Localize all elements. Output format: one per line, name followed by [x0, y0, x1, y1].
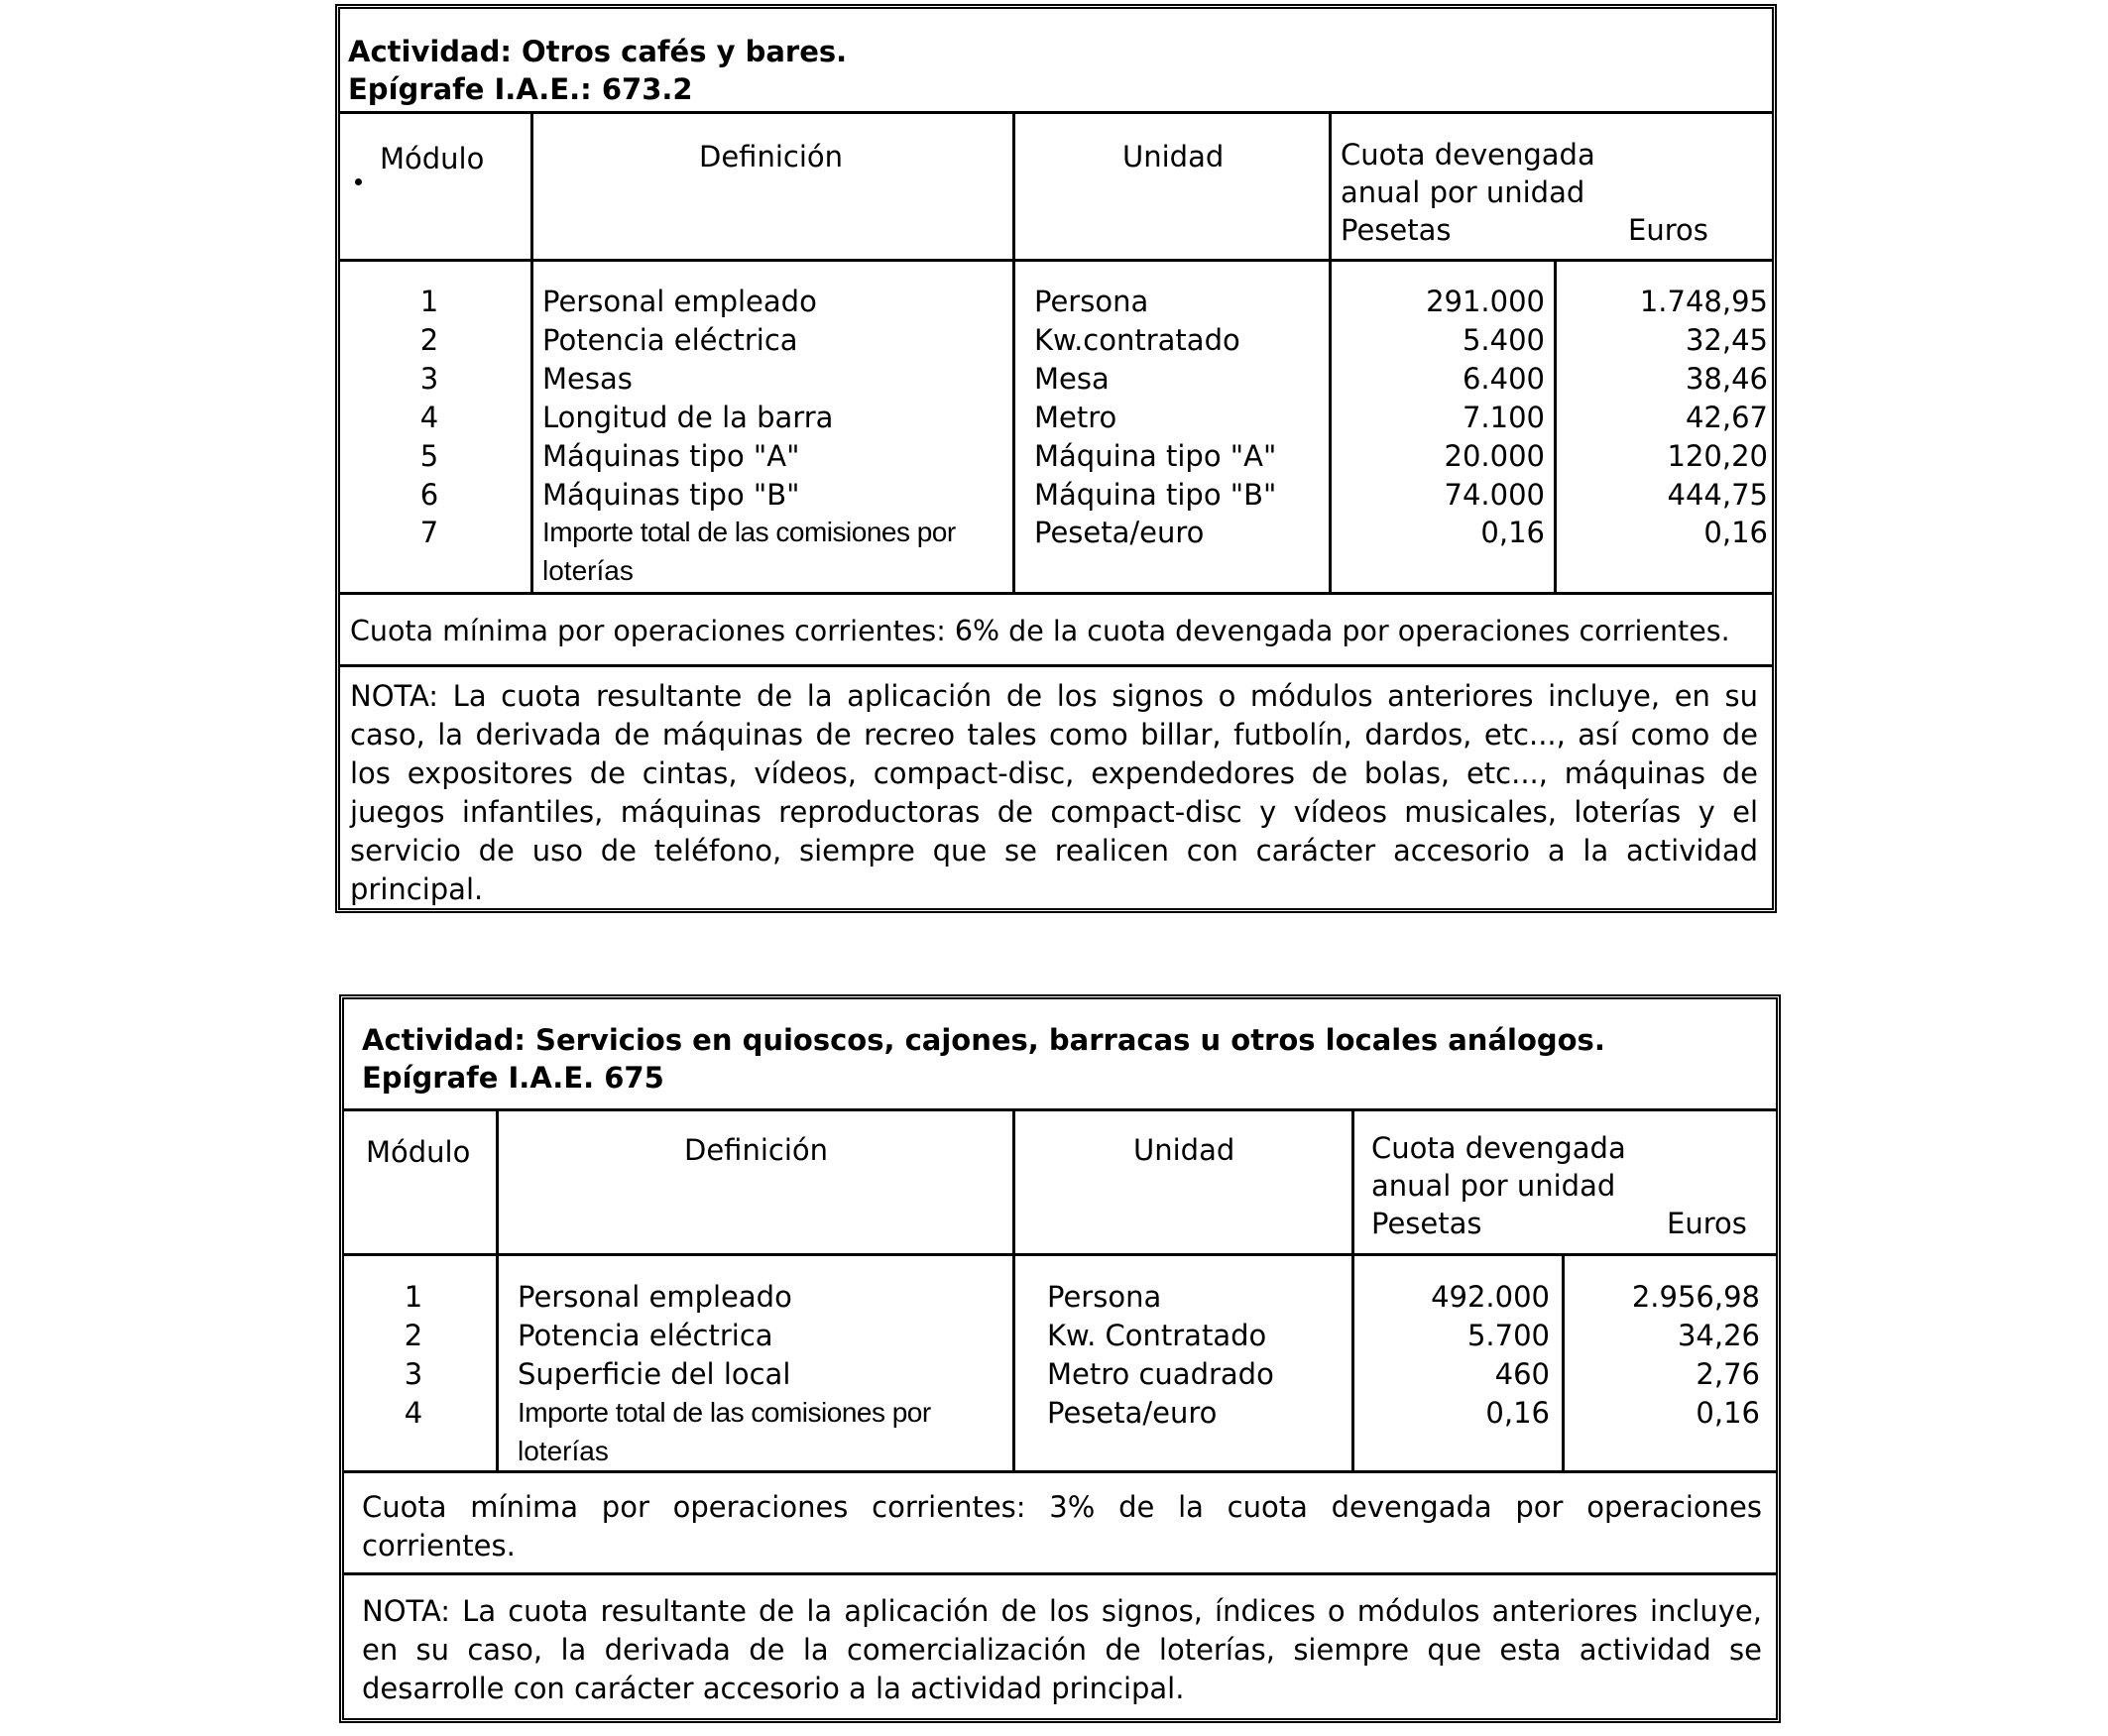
- row-module: 1: [404, 1280, 423, 1314]
- header-euros: Euros: [1628, 213, 1708, 247]
- header-unidad: Unidad: [1122, 140, 1225, 174]
- row-unit: Metro cuadrado: [1047, 1357, 1274, 1391]
- row-module: 3: [404, 1357, 423, 1391]
- row-definition: Personal empleado: [542, 285, 817, 318]
- row-pesetas: 291.000: [1426, 285, 1545, 318]
- row-definition: Mesas: [542, 362, 633, 396]
- row-module: 5: [419, 439, 439, 473]
- row-module: 6: [419, 478, 439, 512]
- row-pesetas: 0,16: [1485, 1396, 1550, 1430]
- header-pesetas: Pesetas: [1341, 213, 1452, 247]
- row-pesetas: 5.400: [1462, 323, 1545, 357]
- note-text: NOTA: La cuota resultante de la aplicación de los signos, índices o módulos anteriores incluye, en su caso, la derivada de la comercialización de loterías, siempre que esta actividad se desarrolle con carácter accesorio a la actividad principal.: [362, 1594, 1762, 1705]
- header-cuota-line2: anual por unidad: [1371, 1169, 1616, 1203]
- column-header-divider: [340, 259, 1774, 262]
- row-unit: Máquina tipo "B": [1034, 478, 1277, 512]
- row-unit: Peseta/euro: [1047, 1396, 1218, 1430]
- row-module: 2: [404, 1319, 423, 1352]
- header-euros: Euros: [1667, 1207, 1747, 1240]
- row-definition: Personal empleado: [518, 1280, 792, 1314]
- row-definition-continued: loterías: [518, 1436, 609, 1466]
- row-euros: 34,26: [1677, 1319, 1760, 1352]
- row-unit: Metro: [1034, 401, 1117, 434]
- header-definicion: Definición: [699, 140, 843, 174]
- column-divider: [1012, 1111, 1015, 1470]
- row-definition: Longitud de la barra: [542, 401, 834, 434]
- row-pesetas: 5.700: [1466, 1319, 1550, 1352]
- row-unit: Peseta/euro: [1034, 516, 1205, 549]
- row-euros: 42,67: [1685, 401, 1768, 434]
- row-pesetas: 20.000: [1444, 439, 1545, 473]
- header-pesetas: Pesetas: [1371, 1207, 1482, 1240]
- header-definicion: Definición: [684, 1133, 828, 1167]
- header-unidad: Unidad: [1133, 1133, 1235, 1167]
- row-euros: 0,16: [1703, 516, 1768, 549]
- column-divider: [530, 114, 533, 592]
- epigraph-label: Epígrafe I.A.E.: 673.2: [348, 72, 693, 106]
- minimum-quota-text: Cuota mínima por operaciones corrientes: 3% de la cuota devengada por operaciones corrientes.: [362, 1490, 1762, 1562]
- section-divider: [344, 1572, 1776, 1575]
- row-unit: Mesa: [1034, 362, 1110, 396]
- row-definition: Máquinas tipo "A": [542, 439, 800, 473]
- modules-grid: [340, 114, 1772, 592]
- row-unit: Persona: [1034, 285, 1149, 318]
- row-euros: 32,45: [1685, 323, 1768, 357]
- row-pesetas: 0,16: [1480, 516, 1545, 549]
- bullet-mark: [355, 178, 362, 185]
- activity-title: Actividad: Servicios en quioscos, cajones, barracas u otros locales análogos.: [362, 1023, 1605, 1057]
- column-divider: [1351, 1111, 1354, 1470]
- row-module: 4: [404, 1396, 423, 1430]
- row-euros: 120,20: [1667, 439, 1768, 473]
- row-pesetas: 7.100: [1462, 401, 1545, 434]
- column-divider: [1012, 114, 1015, 592]
- section-divider: [344, 1470, 1776, 1473]
- row-euros: 0,16: [1696, 1396, 1760, 1430]
- row-euros: 38,46: [1685, 362, 1768, 396]
- row-euros: 1.748,95: [1639, 285, 1768, 318]
- column-divider: [496, 1111, 499, 1470]
- row-unit: Persona: [1047, 1280, 1162, 1314]
- header-modulo: Módulo: [380, 142, 485, 175]
- row-unit: Kw. Contratado: [1047, 1319, 1267, 1352]
- column-header-divider: [344, 1253, 1778, 1256]
- row-definition: Máquinas tipo "B": [542, 478, 800, 512]
- header-cuota-line1: Cuota devengada: [1341, 138, 1595, 172]
- note-text: NOTA: La cuota resultante de la aplicación de los signos o módulos anteriores incluye, en su caso, la derivada de máquinas de recreo tales como billar, futbolín, dardos, etc..., así como de los expositores de cintas, vídeos, compact-disc, expendedores de bolas, etc..., máquinas de juegos infantiles, máquinas reproductoras de compact-disc y vídeos musicales, loterías y el servicio de uso de teléfono, siempre que se realicen con carácter accesorio a la actividad principal.: [350, 679, 1758, 906]
- row-pesetas: 6.400: [1462, 362, 1545, 396]
- row-pesetas: 460: [1494, 1357, 1550, 1391]
- column-divider: [1554, 259, 1557, 592]
- row-definition-continued: loterías: [542, 555, 634, 586]
- modules-grid: [344, 1111, 1776, 1470]
- row-definition: Potencia eléctrica: [518, 1319, 773, 1352]
- row-euros: 2,76: [1696, 1357, 1760, 1391]
- section-divider: [340, 664, 1772, 667]
- row-module: 3: [419, 362, 439, 396]
- minimum-quota-text: Cuota mínima por operaciones corrientes: 6% de la cuota devengada por operaciones corrientes.: [350, 615, 1730, 647]
- module-table-quioscos: [339, 994, 1781, 1723]
- row-definition: Importe total de las comisiones por: [542, 517, 956, 547]
- section-divider: [340, 592, 1772, 595]
- row-unit: Kw.contratado: [1034, 323, 1240, 357]
- row-module: 1: [419, 285, 439, 318]
- row-pesetas: 74.000: [1444, 478, 1545, 512]
- header-cuota-line1: Cuota devengada: [1371, 1131, 1626, 1165]
- header-cuota-line2: anual por unidad: [1341, 175, 1585, 209]
- activity-title: Actividad: Otros cafés y bares.: [348, 35, 848, 68]
- row-definition: Importe total de las comisiones por: [518, 1397, 931, 1428]
- module-table-cafes-bares: [335, 4, 1777, 913]
- row-euros: 2.956,98: [1631, 1280, 1760, 1314]
- row-module: 2: [419, 323, 439, 357]
- row-definition: Potencia eléctrica: [542, 323, 798, 357]
- row-module: 7: [419, 516, 439, 549]
- row-pesetas: 492.000: [1431, 1280, 1550, 1314]
- table-header: [340, 9, 1772, 114]
- row-definition: Superficie del local: [518, 1357, 791, 1391]
- header-modulo: Módulo: [366, 1135, 471, 1169]
- column-divider: [1562, 1253, 1565, 1470]
- epigraph-label: Epígrafe I.A.E. 675: [362, 1061, 664, 1095]
- row-unit: Máquina tipo "A": [1034, 439, 1277, 473]
- row-module: 4: [419, 401, 439, 434]
- table-header: [344, 999, 1776, 1111]
- row-euros: 444,75: [1667, 478, 1768, 512]
